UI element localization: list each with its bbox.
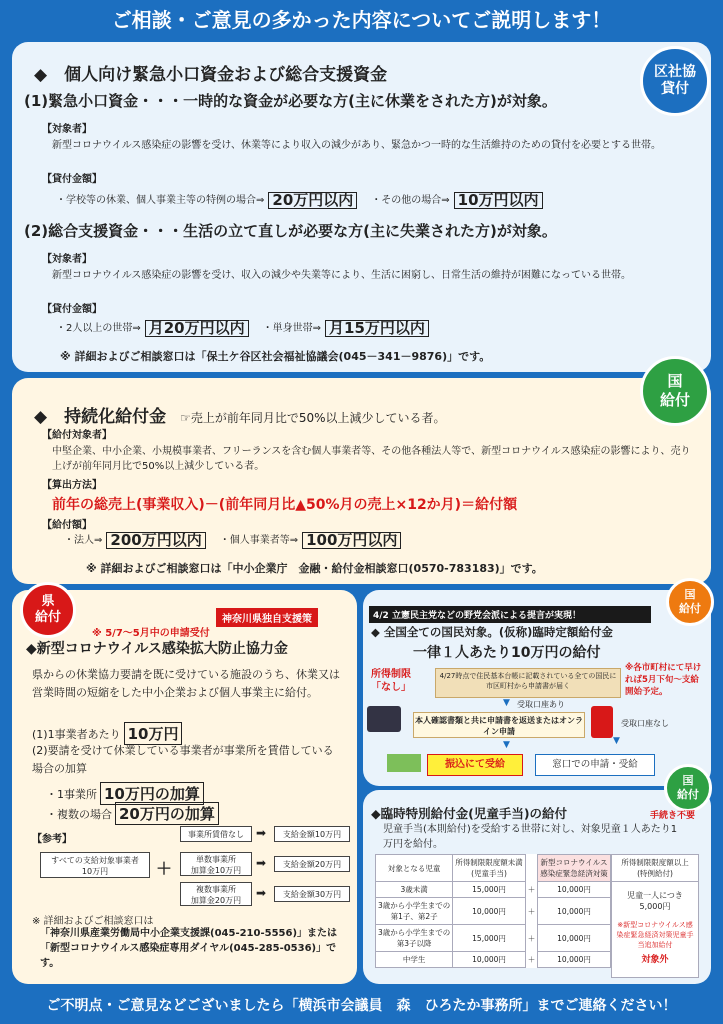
row-2-emergency: 10,000円 [538,925,611,952]
page-header: ご相談・ご意見の多かった内容についてご説明します！ [111,8,612,32]
amount-2a-value: 月20万円以内 [145,320,249,337]
prefecture-item1-value: 10万円 [124,722,183,745]
loan-badge: 区社協 貸付 [640,46,710,116]
ref-arrow-2: ➡ [256,886,267,900]
amount-label-1: 【貸付金額】 [42,174,102,185]
amount-2b-value: 月15万円以内 [325,320,429,337]
envelope-box: 4/27時点で住民基本台帳に記載されている全ての国民に市区町村から申請書が届く [435,668,621,698]
row-1-emergency: 10,000円 [538,898,611,925]
schedule-note: ※各市町村にて早ければ5月下旬～支給開始予定。 [625,663,702,697]
prefecture-item2b-value: 20万円の加算 [115,802,219,825]
amount-2b-label: ・単身世帯⇒ [262,323,322,334]
return-box: 本人確認書類と共に申請書を返送またはオンライン申請 [413,712,585,738]
ref-row-2-left: 複数事業所 加算金20万円 [180,882,252,906]
sustain-amount-b-value: 100万円以内 [302,532,401,549]
amount-row-2 [56,320,429,337]
loan-title: ◆ 個人向け緊急小口資金および総合支援資金 [34,65,388,85]
ref-row-0-left: 事業所賃借なし [180,826,252,842]
general-support-heading: (2)総合支援資金・・・生活の立て直しが必要な方(主に失業された方)が対象。 [24,222,557,240]
prefecture-item2a-value: 10万円の加算 [100,782,204,805]
excluded-label: 対象外 [641,955,669,965]
prefecture-panel [12,590,357,984]
prefecture-item2: (2)要請を受けて休業している事業者が事業所を賃借している場合の加算 [32,744,334,775]
th-emergency: 新型コロナウイルス 感染症緊急経済対策 [538,855,611,882]
page-footer: ご不明点・ご意見などございましたら「横浜市会議員 森 ひろたか事務所」までご連絡ください！ [46,998,677,1014]
th-child: 対象となる児童 [376,855,453,882]
amount-2a-label: ・2人以上の世帯⇒ [56,323,141,334]
prefecture-item2a-label: ・1事業所 [46,787,97,801]
prefecture-contact: 「神奈川県産業労働局中小企業支援課(045-210-5556)」または「新型コロナウイルス感染症専用ダイヤル(045-285-0536)」です。 [40,928,338,969]
has-account-label: 受取口座あり [517,700,565,709]
fixed-benefit-amount: 一律１人あたり10万円の給付 [413,645,601,661]
computer-icon [367,706,401,732]
money-icon [387,754,421,772]
fixed-benefit-headline: 4/2 立憲民主党などの野党会派による提言が実現！ [369,606,651,623]
prefecture-body: 県からの休業協力要請を既に受けている施設のうち、休業又は営業時間の短縮をした中小企業および個人事業主に給付。 [32,668,340,699]
loan-panel [12,42,711,372]
ref-base-box: すべての支給対象事業者 10万円 [40,852,150,878]
sustain-title-note: ☞売上が前年同月比で50%以上減少している者。 [180,411,446,425]
prefecture-item1-label: (1)1事業者あたり [32,727,121,741]
prefecture-ref-label: 【参考】 [32,834,72,845]
row-0-emergency: 10,000円 [538,882,611,898]
child-benefit-badge: 国 給付 [664,764,712,812]
sustain-panel [12,378,711,584]
plus-sign: ＋ [156,859,173,878]
child-benefit-desc: 児童手当(本則給付)を受給する世帯に対し、対象児童１人あたり1万円を給付。 [383,824,678,850]
row-2-allowance: 15,000円 [453,925,526,952]
postbox-icon [591,706,613,738]
sustain-amount-a-label: ・法人⇒ [64,535,103,546]
loan-contact: ※ 詳細およびご相談窓口は「保土ケ谷区社会福祉協議会(045－341－9876)」です。 [60,350,491,363]
prefecture-item2b-label: ・複数の場合 [46,807,112,821]
row-2-child: 3歳から小学生までの 第3子以降 [376,925,453,952]
th-special: 所得制限限度額以上 (特例給付) [612,855,698,882]
prefecture-title: ◆新型コロナウイルス感染拡大防止協力金 [26,641,288,657]
amount-label-2: 【貸付金額】 [42,304,102,315]
sustain-target-label: 【給付対象者】 [42,430,112,441]
prefecture-item2b [46,802,219,825]
no-account-label: 受取口座なし [621,719,669,728]
no-procedure-label: 手続き不要 [650,811,696,821]
row-3-emergency: 10,000円 [538,952,611,968]
amount-1b-value: 10万円以内 [454,192,543,209]
arrow-down-2: ▼ [503,740,510,750]
row-1-child: 3歳から小学生までの 第1子、第2子 [376,898,453,925]
target-text-1: 新型コロナウイルス感染症の影響を受け、休業等により収入の減少があり、緊急かつ一時的な生活維持のための貸付を必要とする世帯。 [52,140,661,151]
th-child-allowance: 所得制限限度額未満 (児童手当) [453,855,526,882]
emergency-loan-heading: (1)緊急小口資金・・・一時的な資金が必要な方(主に休業をされた方)が対象。 [24,92,557,110]
special-benefit-column [611,854,699,978]
prefecture-period: ※ 5/7～5月中の申請受付 [92,628,210,639]
row-1-allowance: 10,000円 [453,898,526,925]
amount-1b-label: ・その他の場合⇒ [371,195,450,206]
ref-row-1-left: 単数事業所 加算金10万円 [180,852,252,876]
fixed-benefit-title: ◆ 全国全ての国民対象。(仮称)臨時定額給付金 [371,625,613,639]
ref-row-1-right: 支給金額20万円 [274,856,350,872]
prefecture-contact-intro: ※ 詳細およびご相談窓口は [32,916,154,927]
fixed-benefit-panel [363,590,711,786]
bank-transfer-box: 振込にて受給 [427,754,523,776]
target-text-2: 新型コロナウイルス感染症の影響を受け、収入の減少や失業等により、生活に困窮し、日常生活の維持が困難になっている世帯。 [52,270,631,281]
window-application-box: 窓口での申請・受給 [535,754,655,776]
sustain-calc: 前年の総売上(事業収入)－(前年同月比▲50%月の売上×12か月)＝給付額 [52,497,518,513]
special-amount: 児童一人につき 5,000円 [627,891,683,911]
sustain-target: 中堅企業、中小企業、小規模事業者、フリーランスを含む個人事業者等、その他各種法人等で、新型コロナウイルス感染症の影響により、売り上げが前年同月比で50%以上減少している者。 [52,446,691,472]
sustain-amount-a-value: 200万円以内 [106,532,205,549]
sustain-contact: ※ 詳細およびご相談窓口は「中小企業庁 金融・給付金相談窓口(0570-783183)」です。 [86,562,543,575]
target-label-2: 【対象者】 [42,254,92,265]
ref-row-2-right: 支給金額30万円 [274,886,350,902]
special-note: ※新型コロナウイルス感染症緊急経済対策児童手当追加給付 [616,921,694,949]
arrow-down-1: ▼ [503,698,510,708]
sustain-amount-b-label: ・個人事業者等⇒ [219,535,299,546]
child-benefit-title: ◆臨時特別給付金(児童手当)の給付 [371,806,568,821]
prefecture-badge: 県 給付 [20,582,76,638]
ref-arrow-1: ➡ [256,856,267,870]
sustain-amount-row [64,532,401,549]
no-income-limit: 所得制限 「なし」 [371,669,411,693]
prefecture-tag: 神奈川県独自支援策 [216,608,318,627]
amount-1a-value: 20万円以内 [268,192,357,209]
sustain-calc-label: 【算出方法】 [42,480,102,491]
row-0-allowance: 15,000円 [453,882,526,898]
target-label-1: 【対象者】 [42,124,92,135]
row-0-child: 3歳未満 [376,882,453,898]
amount-1a-label: ・学校等の休業、個人事業主等の特例の場合⇒ [56,195,265,206]
row-3-allowance: 10,000円 [453,952,526,968]
arrow-down-3: ▼ [613,736,620,746]
sustain-badge: 国 給付 [640,356,710,426]
child-benefit-table: 対象となる児童 所得制限限度額未満 (児童手当) 新型コロナウイルス 感染症緊急経済対策 3歳未満 15,000円 ＋ 10,000円 3歳から小学生までの 第1子、第2子 10,000円 ＋ 10,000円 3歳から小学生までの 第3子以降 15,000円 ＋ 10,000円 中学生 10,000円 ＋ 10,000円 [375,854,611,968]
sustain-title: ◆ 持続化給付金 [34,407,167,427]
ref-row-0-right: 支給金額10万円 [274,826,350,842]
ref-arrow-0: ➡ [256,826,267,840]
sustain-title-row [34,402,446,427]
amount-row-1 [56,192,543,209]
row-3-child: 中学生 [376,952,453,968]
fixed-benefit-badge: 国 給付 [666,578,714,626]
sustain-amount-label: 【給付額】 [42,520,92,531]
